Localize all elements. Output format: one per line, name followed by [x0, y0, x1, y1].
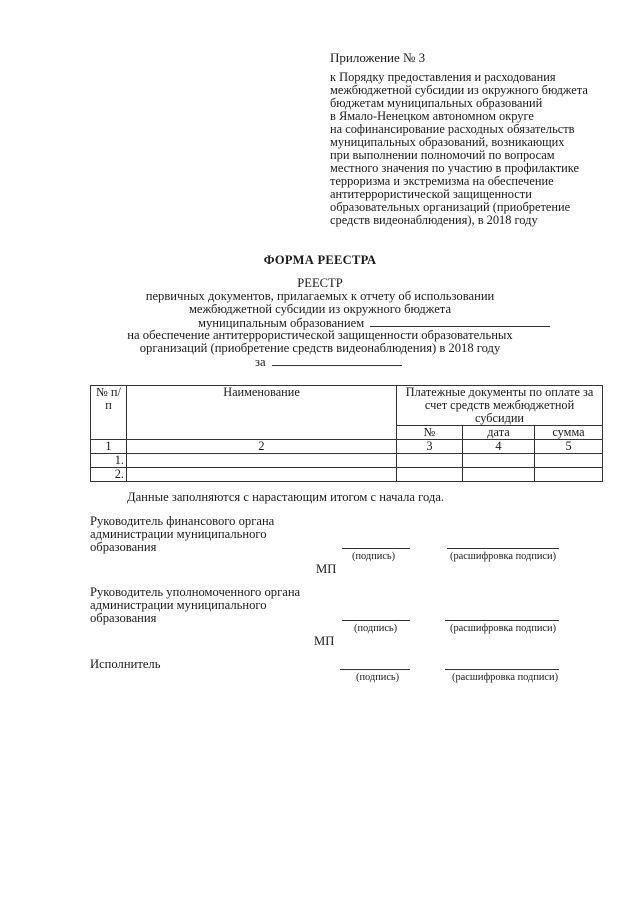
- index-cell: 2: [127, 440, 397, 454]
- authorized-decode-line[interactable]: [445, 620, 559, 621]
- table-cell[interactable]: [127, 468, 397, 482]
- finance-decode-line[interactable]: [447, 548, 559, 549]
- registry-period-row: [255, 354, 402, 370]
- appendix-line: бюджетам муниципальных образований: [330, 96, 543, 110]
- registry-table: [90, 385, 603, 482]
- finance-signer-label: образования: [90, 540, 157, 554]
- appendix-line: антитеррористической защищенности: [330, 187, 532, 201]
- index-cell: 4: [463, 440, 535, 454]
- table-cell[interactable]: [535, 468, 603, 482]
- col-header-number: № п/п: [91, 386, 127, 440]
- municipality-blank-field[interactable]: [370, 315, 550, 327]
- index-cell: 5: [535, 440, 603, 454]
- appendix-title: Приложение № 3: [330, 50, 426, 65]
- executor-signature-line[interactable]: [340, 669, 410, 670]
- table-cell[interactable]: [127, 454, 397, 468]
- appendix-line: местного значения по участию в профилактике: [330, 161, 579, 175]
- finance-stamp-mark: МП: [316, 562, 337, 576]
- finance-signer-label: администрации муниципального: [90, 527, 267, 541]
- appendix-line: средств видеонаблюдения), в 2018 году: [330, 213, 538, 227]
- finance-signer-label: Руководитель финансового органа: [90, 514, 275, 528]
- table-cell[interactable]: [397, 468, 463, 482]
- authorized-decode-caption: (расшифровка подписи): [450, 623, 557, 634]
- table-cell[interactable]: [463, 468, 535, 482]
- finance-decode-caption: (расшифровка подписи): [450, 551, 557, 562]
- sub-header-date: дата: [463, 426, 535, 440]
- row-number: 2.: [91, 468, 127, 482]
- registry-line: за: [255, 355, 266, 369]
- index-cell: 1: [91, 440, 127, 454]
- appendix-line: межбюджетной субсидии из окружного бюджета: [330, 83, 588, 97]
- period-blank-field[interactable]: [272, 354, 402, 366]
- index-row: [91, 440, 603, 454]
- executor-decode-caption: (расшифровка подписи): [452, 672, 559, 683]
- authorized-signature-line[interactable]: [342, 620, 410, 621]
- sub-header-sum: сумма: [535, 426, 603, 440]
- registry-line: на обеспечение антитеррористической защищенности образовательных: [127, 328, 513, 342]
- appendix-line: терроризма и экстремизма на обеспечение: [330, 174, 554, 188]
- index-cell: 3: [397, 440, 463, 454]
- appendix-line: к Порядку предоставления и расходования: [330, 70, 556, 84]
- table-cell[interactable]: [397, 454, 463, 468]
- appendix-line: образовательных организаций (приобретение: [330, 200, 571, 214]
- authorized-stamp-mark: МП: [314, 634, 335, 648]
- col-header-payments: Платежные документы по оплате за счет средств межбюджетной субсидии: [397, 386, 603, 426]
- form-title: ФОРМА РЕЕСТРА: [263, 253, 377, 267]
- executor-decode-line[interactable]: [445, 669, 559, 670]
- table-cell[interactable]: [463, 454, 535, 468]
- finance-signature-line[interactable]: [342, 548, 410, 549]
- authorized-sign-caption: (подпись): [354, 623, 398, 634]
- sub-header-number: №: [397, 426, 463, 440]
- appendix-line: в Ямало-Ненецком автономном округе: [330, 109, 534, 123]
- appendix-line: муниципальных образований, возникающих: [330, 135, 565, 149]
- authorized-signer-label: образования: [90, 611, 157, 625]
- registry-line: первичных документов, прилагаемых к отчету об использовании: [145, 289, 495, 303]
- table-row: [91, 468, 603, 482]
- executor-sign-caption: (подпись): [356, 672, 400, 683]
- appendix-line: на софинансирование расходных обязательств: [330, 122, 575, 136]
- note-text: Данные заполняются с нарастающим итогом с начала года.: [127, 490, 445, 504]
- authorized-signer-label: администрации муниципального: [90, 598, 267, 612]
- registry-title: РЕЕСТР: [297, 276, 343, 290]
- finance-sign-caption: (подпись): [352, 551, 396, 562]
- registry-line: межбюджетной субсидии из окружного бюджета: [188, 302, 452, 316]
- table-row: [91, 454, 603, 468]
- executor-label: Исполнитель: [90, 657, 161, 671]
- registry-line: муниципальным образованием: [198, 316, 365, 330]
- registry-line: организаций (приобретение средств видеонаблюдения) в 2018 году: [139, 341, 501, 355]
- col-header-name: Наименование: [127, 386, 397, 440]
- authorized-signer-label: Руководитель уполномоченного органа: [90, 585, 301, 599]
- appendix-line: при выполнении полномочий по вопросам: [330, 148, 555, 162]
- table-cell[interactable]: [535, 454, 603, 468]
- row-number: 1.: [91, 454, 127, 468]
